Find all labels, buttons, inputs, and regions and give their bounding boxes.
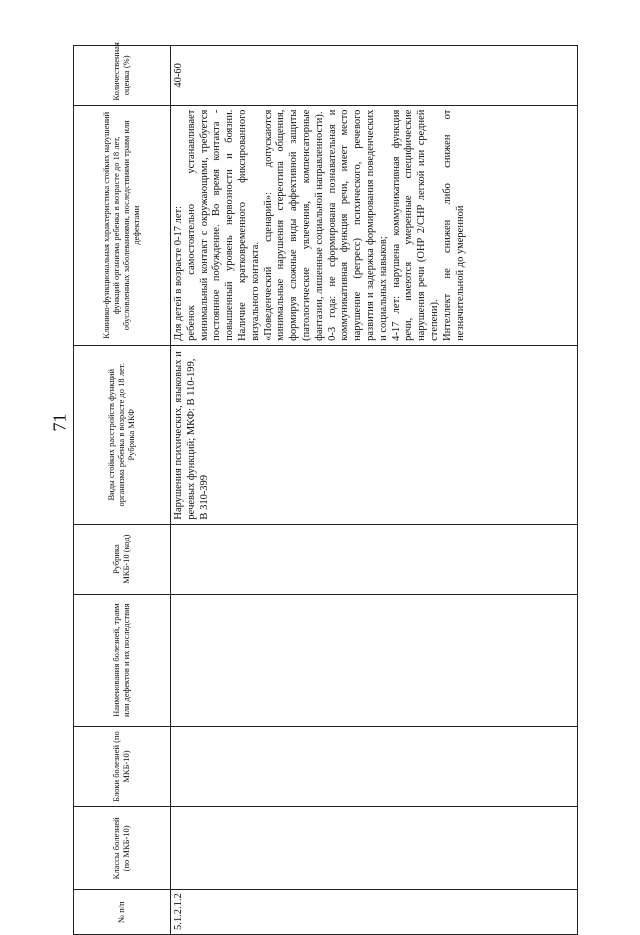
cell-characteristics xyxy=(171,105,578,345)
characteristics-paragraph: ребенок самостоятельно устанавливает минимальный контакт с окружающими, требуется постоянное побуждение. Во время контакта - повышенный уровень нервозности и боязни. Наличие кратковременного фиксированного визуального контакта. xyxy=(185,109,261,341)
rotated-table-container xyxy=(73,42,578,935)
cell-types: Нарушения психических, языковых и речевых функций; МКФ: В 110-199, В 310-399 xyxy=(171,345,578,524)
header-types: Виды стойких расстройств функций организма ребенка в возрасте до 18 лет. Рубрика МКФ xyxy=(74,345,171,524)
table-row xyxy=(171,46,578,935)
characteristics-paragraph: Интеллект не снижен либо снижен от незначительной до умеренной xyxy=(441,109,466,341)
header-code: Рубрика МКБ-10 (код) xyxy=(74,524,171,594)
characteristics-paragraph: 0-3 года: не сформирована познавательная и коммуникативная функция речи, имеет место нарушение (регресс) психического, речевого развития и задержка формирования поведенческих и социальных навыков; xyxy=(326,109,389,341)
cell-class xyxy=(171,807,578,890)
header-class: Классы болезней (по МКБ-10) xyxy=(74,807,171,890)
cell-name xyxy=(171,594,578,726)
cell-num: 5.1.2.1.2 xyxy=(171,890,578,935)
header-score: Количественная оценка (%) xyxy=(74,46,171,106)
disease-classification-table xyxy=(73,42,578,935)
cell-code xyxy=(171,524,578,594)
characteristics-paragraph: 4-17 лет: нарушена коммуникативная функция речи, имеются умеренные специфические нарушения речи (ОНР 2/СНР легкой или средней степени). xyxy=(390,109,440,341)
characteristics-paragraph: «Поведенческий сценарий»: допускаются минимальные нарушения стереотипа общения, формируя сложные виды аффективной защиты (патологические увлечения, компенсаторные фантазии, лишенные социальной направленности). xyxy=(262,109,325,341)
page-number: 71 xyxy=(49,413,70,432)
header-block: Блоки болезней (по МКБ-10) xyxy=(74,726,171,807)
characteristics-paragraph: Для детей в возрасте 0-17 лет: xyxy=(173,205,184,341)
table-header-row xyxy=(74,46,171,935)
header-num: № п/п xyxy=(74,890,171,935)
header-characteristics: Клинико-функциональная характеристика стойких нарушений функций организма ребенка в возрасте до 18 лет, обусловленных заболеваниями, последствиями травм или дефектами xyxy=(74,105,171,345)
cell-score: 40-60 xyxy=(171,46,578,106)
cell-block xyxy=(171,726,578,807)
header-name: Наименования болезней, травм или дефектов и их последствия xyxy=(74,594,171,726)
